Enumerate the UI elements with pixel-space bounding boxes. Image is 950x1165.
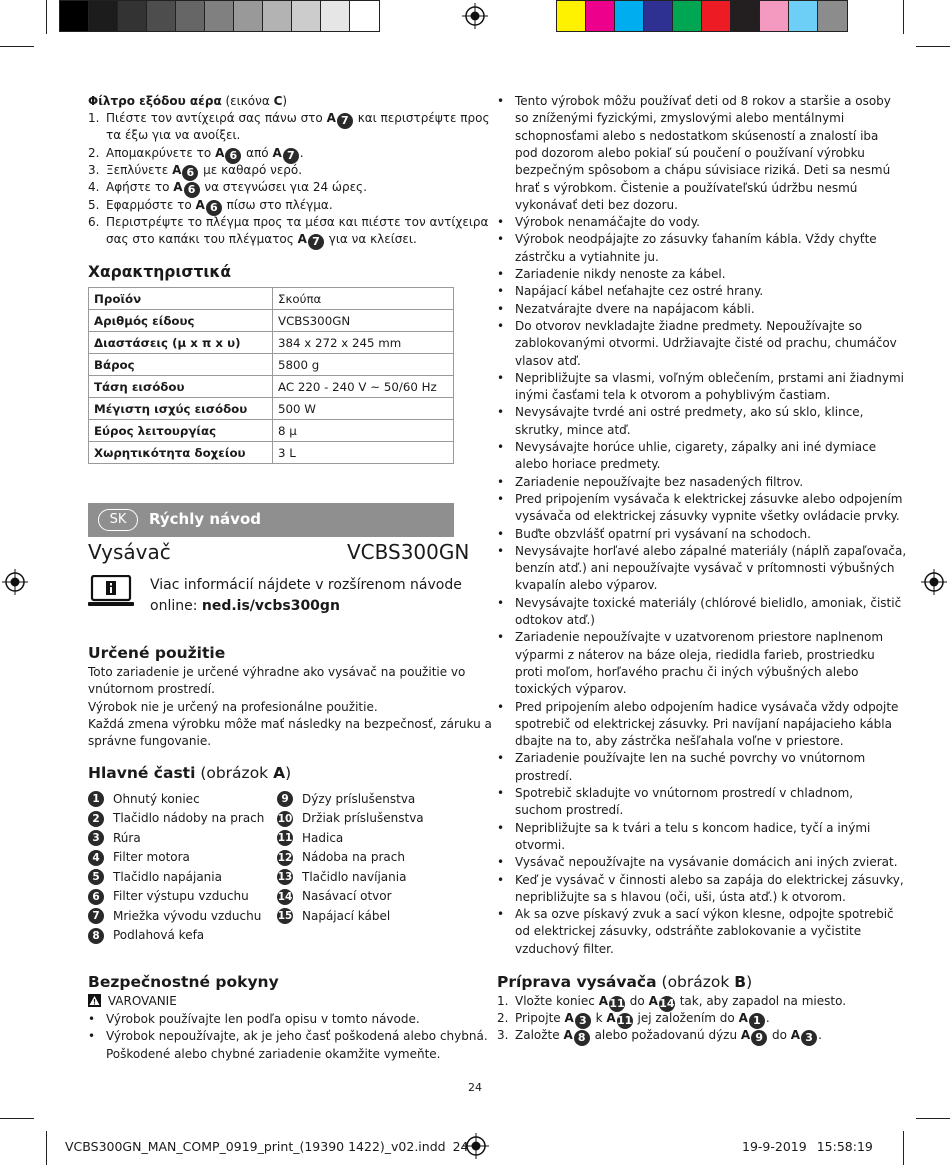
color-swatch: [292, 1, 321, 31]
crop-mark: [46, 0, 47, 34]
part-label: Ohnutý koniec: [113, 791, 200, 806]
filter-step-2: Απομακρύνετε το A 6 από A 7 .: [106, 146, 304, 162]
bullet-icon: •: [497, 215, 505, 230]
part-label: Dýzy príslušenstva: [302, 791, 416, 806]
color-swatch: [234, 1, 263, 31]
prep-step-1: Vložte koniec A11 do A14 tak, aby zapadol na miesto.: [515, 994, 847, 1010]
text-line: správne fungovanie.: [88, 734, 212, 749]
list-item: schopnosťami alebo s nedostatkom skúseností a znalostí iba: [515, 128, 879, 143]
spec-value: 3 L: [273, 442, 454, 464]
step-number: 1.: [88, 111, 100, 125]
step-number: 5.: [88, 198, 100, 212]
part-ref-badge: 11: [609, 997, 625, 1010]
color-swatch: [557, 1, 586, 31]
part-number-badge: 13: [277, 871, 293, 883]
product-model: VCBS300GN: [347, 540, 470, 564]
bullet-icon: •: [497, 284, 505, 299]
bullet-icon: •: [497, 699, 505, 714]
list-item: vykonávať deti bez dozoru.: [515, 197, 678, 212]
part-number-badge: 11: [277, 832, 293, 844]
list-item: Zariadenie nikdy nenoste za kábel.: [515, 267, 726, 281]
banner-title: Rýchly návod: [149, 510, 261, 528]
part-ref-badge: 7: [283, 148, 299, 164]
crop-mark: [916, 1118, 950, 1119]
step-number: 1.: [497, 994, 509, 1008]
bullet-icon: •: [497, 630, 505, 645]
list-item: Nezatvárajte dvere na napájacom kábli.: [515, 301, 755, 316]
list-item: Výrobok používajte len podľa opisu v tomto návode.: [106, 1012, 420, 1026]
filter-step-4: Αφήστε το A 6 να στεγνώσει για 24 ώρες.: [106, 180, 367, 196]
part-label: Tlačidlo napájania: [113, 869, 222, 884]
list-item: alebo horiace predmety.: [515, 457, 661, 472]
list-item: suchom prostredí.: [515, 803, 624, 818]
filter-step-1: Πιέστε τον αντίχειρά σας πάνω στο A 7 και περιστρέψτε προς: [106, 111, 490, 127]
table-row: [89, 398, 454, 420]
bullet-icon: •: [497, 595, 505, 610]
list-item: Výrobok nenamáčajte do vody.: [515, 215, 700, 230]
bullet-icon: •: [497, 474, 505, 489]
list-item: výparmi z náterov na báze oleja, riedidla farieb, prostriedku: [515, 647, 875, 662]
bullet-icon: •: [497, 318, 505, 333]
table-row: [89, 420, 454, 442]
bullet-icon: •: [497, 751, 505, 766]
part-ref-badge: 7: [308, 234, 324, 250]
part-ref-badge: 6: [225, 148, 241, 164]
spec-key: Βάρος: [89, 354, 273, 376]
color-swatch: [673, 1, 702, 31]
part-ref-badge: 6: [206, 200, 222, 216]
list-item: Napájací kábel neťahajte cez ostré hrany.: [515, 284, 764, 299]
list-item: proti moľom, horľavého prachu či iných výbušných alebo: [515, 664, 859, 679]
color-swatch: [321, 1, 350, 31]
list-item: hrať s výrobkom. Čistenie a používateľskú údržbu nesmú: [515, 180, 858, 195]
bullet-icon: •: [497, 543, 505, 558]
date-slug: 19-9-2019 15:58:19: [742, 1139, 873, 1154]
list-item: Zariadenie nepoužívajte bez nasadených filtrov.: [515, 474, 804, 489]
spec-value: 5800 g: [273, 354, 454, 376]
spec-value: 384 x 272 x 245 mm: [273, 332, 454, 354]
part-label: Nasávací otvor: [302, 889, 392, 903]
bullet-icon: •: [497, 786, 505, 800]
bullet-icon: •: [497, 907, 505, 922]
list-item: skrutky, mince atď.: [515, 422, 631, 437]
color-swatch: [702, 1, 731, 31]
bullet-icon: •: [497, 526, 505, 541]
list-item: Pred pripojením alebo odpojením hadice vysávača vždy odpojte: [515, 699, 899, 714]
table-row: [89, 442, 454, 464]
bullet-icon: •: [497, 267, 505, 281]
cmyk-color-bar: [556, 0, 848, 32]
list-item: inými časťami tela k otvorom a pohyblivým častiam.: [515, 388, 831, 403]
part-label: Mriežka vývodu vzduchu: [113, 908, 262, 923]
part-label: Podlahová kefa: [113, 928, 205, 942]
step-number: 3.: [497, 1028, 509, 1042]
bullet-icon: •: [497, 872, 505, 887]
part-label: Rúra: [113, 830, 141, 845]
list-item: Keď je vysávač v činnosti alebo sa zapája do elektrickej zásuvky,: [515, 872, 904, 887]
color-swatch: [644, 1, 673, 31]
registration-mark-icon: [462, 3, 488, 29]
table-row: [89, 376, 454, 398]
table-row: [89, 310, 454, 332]
list-item: kvapalín alebo výparov.: [515, 578, 658, 593]
list-item: dbajte na to, aby zástrčka nešľahala voľne v priestore.: [515, 734, 844, 749]
list-item: Nevysávajte horúce uhlie, cigarety, zápalky ani iné dymiace: [515, 440, 877, 454]
specs-title: Χαρακτηριστικά: [88, 263, 232, 281]
part-label: Tlačidlo navíjania: [302, 869, 407, 884]
color-swatch: [586, 1, 615, 31]
crop-mark: [46, 1131, 47, 1165]
list-item: Nepribližujte sa k tvári a telu s koncom hadice, tyčí a inými: [515, 820, 871, 835]
list-item: Spotrebič skladujte vo vnútornom prostredí v chladnom,: [515, 786, 854, 800]
color-swatch: [731, 1, 760, 31]
table-row: [89, 354, 454, 376]
list-item: Ak sa ozve pískavý zvuk a sací výkon klesne, odpojte spotrebič: [515, 907, 894, 922]
step-number: 4.: [88, 180, 100, 194]
prep-step-3: Založte A 8 alebo požadovanú dýzu A 9 do A 3 .: [515, 1028, 822, 1044]
part-number-badge: 5: [88, 869, 104, 885]
bullet-icon: •: [497, 370, 505, 385]
bullet-icon: •: [88, 1012, 96, 1026]
list-item: Výrobok neodpájajte zo zásuvky ťahaním kábla. Vždy chyťte: [515, 232, 877, 247]
list-item: Tento výrobok môžu používať deti od 8 rokov a staršie a osoby: [515, 94, 891, 108]
table-row: [89, 332, 454, 354]
language-banner: [88, 503, 454, 537]
bullet-icon: •: [497, 440, 505, 454]
part-ref-badge: 11: [617, 1014, 633, 1027]
prep-title: Príprava vysávača (obrázok B): [497, 973, 753, 991]
spec-key: Αριθμός είδους: [89, 310, 273, 332]
crop-mark: [0, 46, 34, 47]
crop-mark: [903, 0, 904, 34]
spec-table: [88, 287, 454, 464]
list-item: prostredí.: [515, 768, 573, 783]
part-label: Tlačidlo nádoby na prach: [113, 811, 265, 825]
list-item: Do otvorov nevkladajte žiadne predmety. Nepoužívajte so: [515, 318, 863, 333]
list-item: Vysávač nepoužívajte na vysávanie domácich ani iných zvierat.: [515, 855, 898, 870]
part-label: Nádoba na prach: [302, 850, 405, 864]
parts-title: Hlavné časti (obrázok A): [88, 764, 292, 782]
color-swatch: [89, 1, 118, 31]
part-number-badge: 14: [277, 890, 293, 903]
page-number: 24: [468, 1081, 482, 1094]
bullet-icon: •: [497, 855, 505, 870]
part-number-badge: 6: [88, 889, 104, 905]
part-number-badge: 4: [88, 850, 104, 866]
list-item: bezpečným spôsobom a chápu súvisiace riziká. Deti sa nesmú: [515, 163, 891, 178]
color-swatch: [350, 1, 379, 31]
color-swatch: [60, 1, 89, 31]
list-item: so zníženými fyzickými, zmyslovými alebo mentálnymi: [515, 111, 845, 126]
warning-triangle-icon: [88, 994, 101, 1007]
text-line: vnútornom prostredí.: [88, 682, 215, 697]
bullet-icon: •: [497, 405, 505, 420]
grayscale-color-bar: [59, 0, 380, 32]
list-item: odtokov atď.): [515, 613, 595, 627]
list-item: zablokovanými otvormi. Udržiavajte čisté od prachu, chumáčov: [515, 336, 897, 351]
spec-key: Προϊόν: [89, 288, 273, 310]
part-label: Filter výstupu vzduchu: [113, 889, 249, 903]
list-item: pod dozorom alebo pokiaľ sú poučení o používaní výrobku: [515, 145, 865, 160]
spec-value: 500 W: [273, 398, 454, 420]
file-slug: VCBS300GN_MAN_COMP_0919_print_(19390 1422)_v02.indd 24: [65, 1139, 469, 1154]
bullet-icon: •: [497, 301, 505, 316]
bullet-icon: •: [88, 1029, 96, 1044]
color-swatch: [147, 1, 176, 31]
list-item: Pred pripojením vysávača k elektrickej zásuvke alebo odpojením: [515, 491, 903, 506]
spec-value: 8 μ: [273, 420, 454, 442]
part-number-badge: 8: [88, 928, 104, 944]
color-swatch: [176, 1, 205, 31]
spec-key: Εύρος λειτουργίας: [89, 420, 273, 442]
color-swatch: [818, 1, 847, 31]
spec-value: Σκούπα: [273, 288, 454, 310]
product-name: Vysávač: [88, 540, 171, 564]
crop-mark: [0, 1118, 34, 1119]
color-swatch: [760, 1, 789, 31]
filter-step-5: Εφαρμόστε το A 6 πίσω στο πλέγμα.: [106, 198, 333, 214]
part-number-badge: 7: [88, 908, 104, 924]
list-item: zástrčku a vytiahnite ju.: [515, 249, 659, 264]
bullet-icon: •: [497, 232, 505, 247]
list-item: Nevysávajte tvrdé ani ostré predmety, ako sú sklo, klince,: [515, 405, 864, 420]
color-swatch: [263, 1, 292, 31]
prep-step-2: Pripojte A 3 k A11 jej založením do A 1 .: [515, 1011, 770, 1027]
step-number: 6.: [88, 215, 100, 229]
part-label: Hadica: [302, 830, 344, 845]
part-label: Držiak príslušenstva: [302, 811, 424, 825]
list-item: nepribližujte sa s hlavou (oči, uši, ústa atď.) k otvorom.: [515, 889, 846, 904]
part-number-badge: 12: [277, 851, 293, 864]
color-swatch: [789, 1, 818, 31]
list-item: vysávača od elektrickej zásuvky vypnite všetky ovládacie prvky.: [515, 509, 900, 524]
part-ref-badge: 3: [575, 1013, 591, 1029]
list-item: od elektrickej zásuvky, odstráňte zablokovanie a vyčistite: [515, 924, 862, 939]
registration-mark-icon: [921, 569, 947, 595]
color-swatch: [205, 1, 234, 31]
list-item: vzduchový filter.: [515, 941, 614, 956]
info-text: Viac informácií nájdete v rozšírenom návode online: ned.is/vcbs300gn: [150, 577, 462, 614]
part-ref-badge: 7: [337, 113, 353, 129]
spec-key: Χωρητικότητα δοχείου: [89, 442, 273, 464]
filter-title: Φίλτρο εξόδου αέρα (εικόνα C): [88, 94, 288, 108]
text-line: Toto zariadenie je určené výhradne ako vysávač na použitie vo: [88, 665, 466, 679]
list-item: Výrobok nepoužívajte, ak je jeho časť poškodená alebo chybná.: [106, 1029, 488, 1044]
step-number: 2.: [88, 146, 100, 160]
list-item: Zariadenie používajte len na suché povrchy vo vnútornom: [515, 751, 866, 766]
part-label: Filter motora: [113, 850, 190, 864]
laptop-info-icon: [88, 575, 134, 607]
list-item: Nevysávajte horľavé alebo zápalné materiály (náplň zapaľovača,: [515, 543, 907, 558]
part-ref-badge: 6: [182, 165, 198, 181]
warning-label: VAROVANIE: [88, 993, 177, 1010]
list-item: toxických výparov.: [515, 682, 627, 697]
part-ref-badge: 6: [184, 182, 200, 198]
part-ref-badge: 9: [751, 1030, 767, 1046]
part-number-badge: 10: [277, 812, 293, 825]
text-line: Výrobok nie je určený na profesionálne použitie.: [88, 699, 378, 714]
list-item: Zariadenie nepoužívajte v uzatvorenom priestore naplnenom: [515, 630, 884, 645]
bullet-icon: •: [497, 820, 505, 835]
safety-title: Bezpečnostné pokyny: [88, 973, 279, 991]
table-row: [89, 288, 454, 310]
part-number-badge: 1: [88, 791, 104, 807]
part-number-badge: 15: [277, 910, 293, 922]
language-code-badge: SK: [98, 509, 138, 531]
spec-key: Μέγιστη ισχύς εισόδου: [89, 398, 273, 420]
part-number-badge: 9: [277, 791, 293, 807]
list-item: Nepribližujte sa vlasmi, voľným oblečením, prstami ani žiadnymi: [515, 370, 904, 385]
bullet-icon: •: [497, 94, 505, 108]
filter-step-6-cont: σας στο καπάκι του πλέγματος A 7 για να κλείσει.: [106, 232, 417, 248]
list-item: Buďte obzvlášť opatrní pri vysávaní na schodoch.: [515, 526, 811, 541]
manual-link[interactable]: ned.is/vcbs300gn: [201, 598, 340, 614]
part-number-badge: 2: [88, 811, 104, 827]
registration-mark-icon: [2, 569, 28, 595]
part-ref-badge: 1: [749, 1013, 765, 1029]
color-swatch: [118, 1, 147, 31]
list-item: otvormi.: [515, 837, 566, 852]
part-ref-badge: 14: [659, 997, 675, 1010]
list-item: vlasov atď.: [515, 353, 581, 368]
intended-use-title: Určené použitie: [88, 644, 226, 662]
list-item: Nevysávajte toxické materiály (chlórové bielidlo, amoniak, čistič: [515, 595, 902, 610]
part-ref-badge: 3: [801, 1030, 817, 1046]
spec-value: AC 220 - 240 V ~ 50/60 Hz: [273, 376, 454, 398]
step-number: 3.: [88, 163, 100, 177]
filter-step-1-cont: τα έξω για να ανοίξει.: [106, 128, 241, 142]
bullet-icon: •: [497, 491, 505, 506]
list-item: benzín atď.) ani nepoužívajte vysávač v prítomnosti výbušných: [515, 561, 895, 576]
spec-key: Τάση εισόδου: [89, 376, 273, 398]
list-item: spotrebič od elektrickej zásuvky. Pri navíjaní napájacieho kábla: [515, 716, 892, 731]
part-number-badge: 3: [88, 830, 104, 846]
filter-step-6: Περιστρέψτε το πλέγμα προς τα μέσα και πιέστε τον αντίχειρα: [106, 215, 489, 229]
step-number: 2.: [497, 1011, 509, 1025]
crop-mark: [903, 1131, 904, 1165]
filter-step-3: Ξεπλύνετε A 6 με καθαρό νερό.: [106, 163, 303, 179]
crop-mark: [916, 46, 950, 47]
text-line: Každá zmena výrobku môže mať následky na bezpečnosť, záruku a: [88, 716, 492, 731]
list-item: Poškodené alebo chybné zariadenie okamžite vymeňte.: [106, 1046, 441, 1061]
color-swatch: [615, 1, 644, 31]
part-ref-badge: 8: [574, 1030, 590, 1046]
spec-value: VCBS300GN: [273, 310, 454, 332]
part-label: Napájací kábel: [302, 908, 391, 923]
spec-key: Διαστάσεις (μ x π x υ): [89, 332, 273, 354]
